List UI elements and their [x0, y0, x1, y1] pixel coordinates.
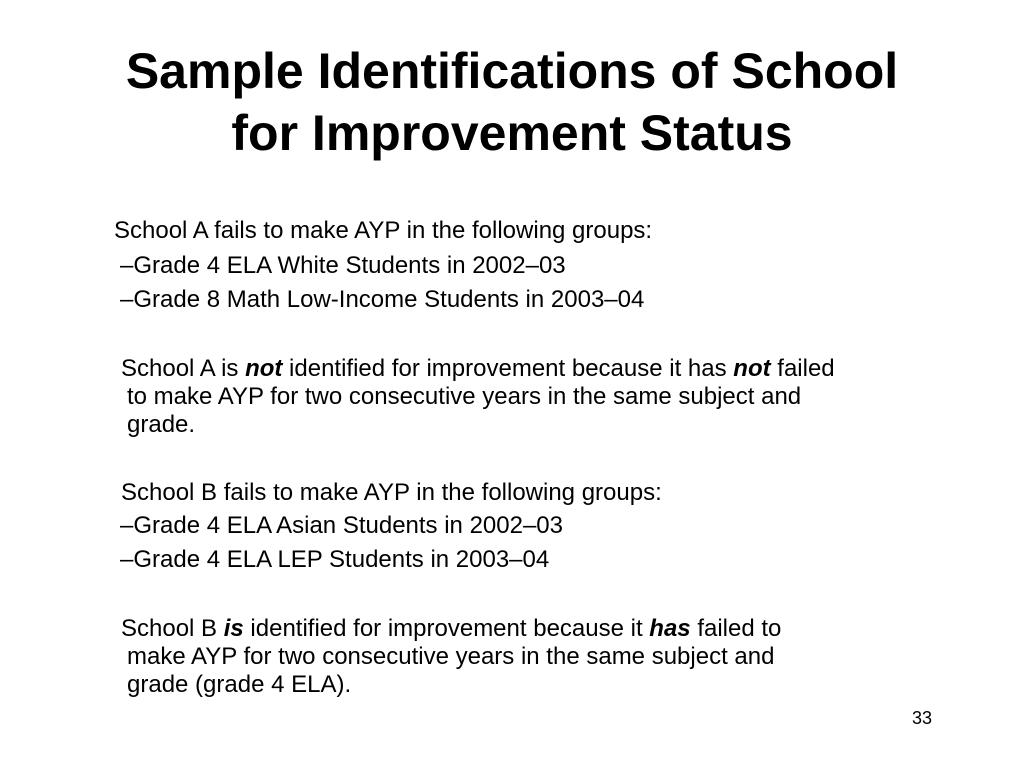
school-a-conclusion: [121, 355, 981, 439]
school-a-conclusion-line-1: [121, 355, 981, 383]
school-a-intro: School A fails to make AYP in the following groups:: [114, 217, 653, 244]
school-a-conclusion-prefix: School A is: [121, 355, 246, 382]
school-b-conclusion-line-2: make AYP for two consecutive years in the same subject and: [127, 643, 775, 670]
school-b-intro: School B fails to make AYP in the following groups:: [121, 479, 662, 506]
school-b-item-1: –Grade 4 ELA Asian Students in 2002–03: [120, 512, 564, 539]
school-a-item-1: –Grade 4 ELA White Students in 2002–03: [120, 252, 566, 279]
page-number: 33: [912, 708, 933, 728]
school-a-conclusion-line-2: to make AYP for two consecutive years in the same subject and: [127, 383, 802, 410]
slide-title: [0, 40, 1024, 164]
school-a-item-2: –Grade 8 Math Low-Income Students in 2003–04: [120, 286, 645, 313]
school-a-emphasis-not-2: not: [733, 355, 771, 382]
title-line-2: for Improvement Status: [231, 105, 793, 161]
school-b-item-2: –Grade 4 ELA LEP Students in 2003–04: [120, 546, 550, 573]
school-b-emphasis-is: is: [223, 615, 244, 642]
title-line-1: Sample Identifications of School: [125, 43, 899, 99]
school-b-conclusion-line-1: [121, 615, 981, 643]
school-b-conclusion-line-3: grade (grade 4 ELA).: [127, 671, 352, 698]
school-a-conclusion-line-3: grade.: [127, 411, 196, 438]
school-b-emphasis-has: has: [649, 615, 691, 642]
school-a-emphasis-not-1: not: [245, 355, 283, 382]
school-b-conclusion-prefix: School B: [121, 615, 224, 642]
school-b-conclusion-middle: identified for improvement because it: [243, 615, 650, 642]
school-b-conclusion: [121, 615, 981, 699]
school-a-conclusion-suffix: failed: [770, 355, 835, 382]
school-a-conclusion-middle: identified for improvement because it has: [282, 355, 734, 382]
school-b-conclusion-suffix: failed to: [690, 615, 782, 642]
